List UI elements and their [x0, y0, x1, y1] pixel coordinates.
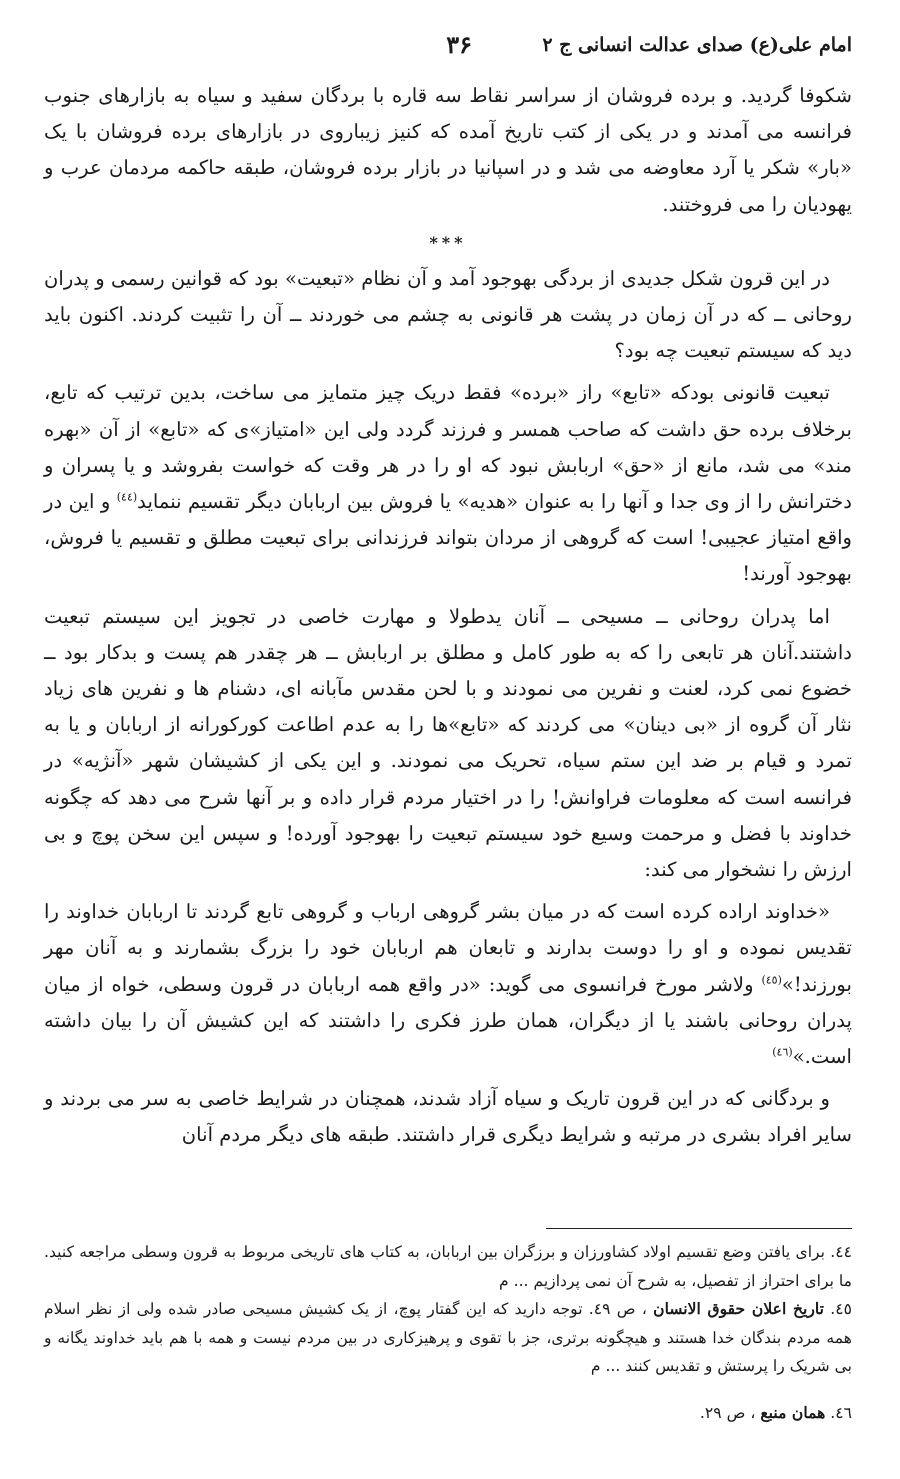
paragraph: در این قرون شکل جدیدی از بردگی بهوجود آمد و آن نظام «تبعیت» بود که قوانین رسمی و پدران روحانی ــ که در آن زمان در پشت هر قانونی به چشم می خوردند ــ آن را تثبیت کردند. اکنون باید دید که سیستم تبعیت چه بود؟ — [44, 266, 852, 363]
paragraph-text: ولاشر مورخ فرانسوی می گوید: «در واقع همه اربابان در قرون وسطی، خواه از میان پدران روحانی باشند یا از دیگران، همان طرز فکری را داشتند که این کشیش آن را بیان داشته است.» — [44, 972, 852, 1069]
footnote-number: ٤٥. — [824, 1300, 852, 1318]
quote-text: «خداوند اراده کرده است که در میان بشر گروهی ارباب و گروهی تابع گردند تا اربابان خداوند را تقدیس نموده و او را دوست بدارند و تابعان هم اربابان خود را بزرگ بشمارند و به آنان مهر بورزند!» — [44, 900, 852, 996]
paragraph — [44, 375, 852, 592]
book-page — [44, 0, 852, 1479]
footnote-number: ٤٦. — [825, 1403, 852, 1422]
footnote-46 — [44, 1399, 852, 1428]
paragraph: اما پدران روحانی ــ مسیحی ــ آنان یدطولا و مهارت خاصی در تجویز این سیستم تبعیت داشتند.آنان هر تابعی را که به طور کامل و مطلق بر اربابش ــ هر چقدر هم پست و بدکار بود ــ خضوع نمی کرد، لعنت و نفرین می نمودند و با لحن مقدس مآبانه ای، دشنام ها و نفرین های زیاد نثار آن گروه از «بی دینان» می کردند که «تابع»ها را به عدم اطاعت کورکورانه از اربابان و یا به تمرد و قیام بر ضد این ستم سیاه، تحریک می نمودند. و این یکی از کشیشان شهر «آنژیه» در فرانسه است که معلومات فراوانش! را در اختیار مردم قرار داده و بر آنها شرح می دهد که چگونه خداوند با فضل و مرحمت وسیع خود سیستم تبعیت را بهوجود آورده! و سپس این سخن پوچ و بی ارزش را نشخوار می کند: — [44, 604, 852, 882]
footnote-44: ٤٤. برای یافتن وضع تقسیم اولاد کشاورزان و برزگران بین اربابان، به کتاب های تاریخی مربوط به قرون وسطی مراجعه کنید. ما برای احتراز از تفصیل، به شرح آن نمی پردازیم ... م — [44, 1243, 852, 1290]
running-title: امام علی(ع) صدای عدالت انسانی ج ۲ — [542, 34, 852, 56]
footnotes — [44, 1238, 852, 1427]
section-separator: *** — [429, 232, 467, 252]
footnote-ref: (٤٦) — [772, 1045, 793, 1059]
footnote-source: تاریخ اعلان حقوق الانسان — [653, 1299, 825, 1318]
page-header — [44, 30, 852, 64]
footnote-text: ، ص ٤٩. توجه دارید که این گفتار پوچ، از یک کشیش مسیحی صادر شده ولی از نظر اسلام همه مردم بندگان خدا هستند و هیچگونه برتری، جز با تقوی و پرهیزکاری در بین مردم نیست و همه با هم باید خداوند یگانه و بی شریک را پرستش و تقدیس کنند ... م — [44, 1300, 852, 1375]
footnote-ref: (٤٥) — [761, 973, 782, 987]
paragraph — [44, 894, 852, 1075]
footnote-ref: (٤٤) — [116, 490, 138, 504]
main-text — [44, 78, 852, 1160]
footnote-45 — [44, 1295, 852, 1381]
paragraph: و بردگانی که در این قرون تاریک و سیاه آزاد شدند، همچنان در شرایط خاصی به سر می بردند و سایر افراد بشری در مرتبه و شرایط دیگری قرار داشتند. طبقه های دیگر مردم آنان — [44, 1087, 852, 1147]
paragraph-text: تبعیت قانونی بودکه «تابع» راز «برده» فقط دریک چیز متمایز می ساخت، بدین ترتیب که تابع، برخلاف برده حق داشت که صاحب همسر و فرزند گردد ولی این «امتیاز»ی که «تابع» از آن «بهره مند» می شد، مانع از «حق» اربابش نبود که او را در هر وقت که خواست بفروشد و یا پسران و دخترانش را از وی جدا و آنها را به عنوان «هدیه» یا فروش بین اربابان دیگر تقسیم ننماید — [44, 381, 852, 514]
paragraph-text: و این در واقع امتیاز عجیبی! است که گروهی از مردان بتواند فرزندانی برای تبعیت مطلق و تقسیم یا فروش، بهوجود آورند! — [44, 490, 852, 586]
page-number: ۳۶ — [446, 30, 472, 59]
paragraph: شکوفا گردید. و برده فروشان از سراسر نقاط سه قاره با بردگان سفید و سیاه به بازارهای جنوب فرانسه می آمدند و در یکی از کتب تاریخ آمده که کنیز زیباروی در بازارهای برده فروشان با یک «بار» شکر یا آرد معاوضه می شد و در اسپانیا در بازار برده فروشان، طبقه حاکمه مردمان عرب و یهودیان را می فروختند. — [44, 84, 852, 216]
footnote-divider — [546, 1228, 852, 1229]
footnote-source: همان منبع — [760, 1402, 826, 1422]
footnote-text: ، ص ۲۹. — [699, 1403, 761, 1422]
